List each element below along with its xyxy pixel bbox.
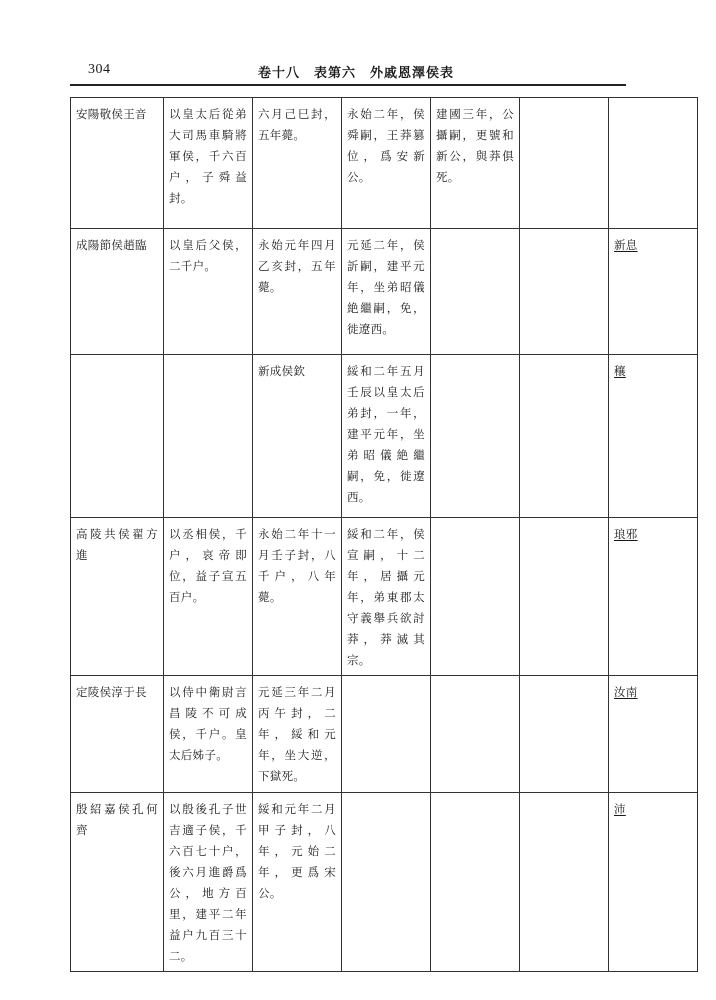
third-generation-cell: [431, 676, 520, 793]
fief-title-cell: 殷紹嘉侯孔何齊: [71, 793, 164, 972]
fief-title-cell: 定陵侯淳于長: [71, 676, 164, 793]
enfeoffment-reason-cell: 以侍中衛尉言昌陵不可成侯，千户。皇太后姊子。: [164, 676, 253, 793]
location-cell: 新息: [609, 229, 698, 355]
location-cell: [609, 98, 698, 229]
location-cell: 穰: [609, 355, 698, 518]
first-generation-cell: 永始二年十一月壬子封，八千户，八年薨。: [253, 518, 342, 676]
table-row: [71, 676, 698, 793]
third-generation-cell: [431, 355, 520, 518]
second-generation-cell: 綏和二年五月壬辰以皇太后弟封，一年，建平元年，坐弟昭儀絶繼嗣，免，徙遼西。: [342, 355, 431, 518]
first-generation-cell: 元延三年二月丙午封，二年，綏和元年，坐大逆，下獄死。: [253, 676, 342, 793]
enfeoffment-reason-cell: 以皇后父侯，二千户。: [164, 229, 253, 355]
later-generation-cell: [520, 793, 609, 972]
later-generation-cell: [520, 98, 609, 229]
page-number: 304: [88, 62, 111, 77]
second-generation-cell: 元延二年，侯訢嗣，建平元年，坐弟昭儀絶繼嗣，免，徙遼西。: [342, 229, 431, 355]
first-generation-cell: 永始元年四月乙亥封，五年薨。: [253, 229, 342, 355]
table-row: [71, 98, 698, 229]
third-generation-cell: [431, 518, 520, 676]
location-cell: 汝南: [609, 676, 698, 793]
second-generation-cell: [342, 676, 431, 793]
third-generation-cell: [431, 229, 520, 355]
running-head: 卷十八 表第六 外戚恩澤侯表: [258, 66, 455, 81]
first-generation-cell: 六月己巳封，五年薨。: [253, 98, 342, 229]
enfeoffment-reason-cell: [164, 355, 253, 518]
genealogy-table: [70, 97, 698, 972]
enfeoffment-reason-cell: 以丞相侯，千户，哀帝即位，益子宣五百户。: [164, 518, 253, 676]
fief-title-cell: 成陽節侯趙臨: [71, 229, 164, 355]
fief-title-cell: 高陵共侯翟方進: [71, 518, 164, 676]
later-generation-cell: [520, 676, 609, 793]
enfeoffment-reason-cell: 以殷後孔子世吉適子侯，千六百七十户，後六月進爵爲公，地方百里，建平二年益户九百三十二。: [164, 793, 253, 972]
enfeoffment-reason-cell: 以皇太后從弟大司馬車騎將軍侯，千六百户，子舜益封。: [164, 98, 253, 229]
third-generation-cell: 建國三年，公攝嗣，更號和新公，與莽俱死。: [431, 98, 520, 229]
second-generation-cell: [342, 793, 431, 972]
first-generation-cell: 綏和元年二月甲子封，八年，元始二年，更爲宋公。: [253, 793, 342, 972]
fief-title-cell: 安陽敬侯王音: [71, 98, 164, 229]
later-generation-cell: [520, 518, 609, 676]
later-generation-cell: [520, 355, 609, 518]
second-generation-cell: 永始二年，侯舜嗣，王莽篡位，爲安新公。: [342, 98, 431, 229]
third-generation-cell: [431, 793, 520, 972]
header-rule: [70, 84, 626, 86]
location-cell: 沛: [609, 793, 698, 972]
fief-title-cell: [71, 355, 164, 518]
table-row: [71, 518, 698, 676]
table-row: [71, 355, 698, 518]
first-generation-cell: 新成侯欽: [253, 355, 342, 518]
second-generation-cell: 綏和二年，侯宣嗣，十二年，居攝元年，弟東郡太守義舉兵欲討莽，莽滅其宗。: [342, 518, 431, 676]
location-cell: 琅邪: [609, 518, 698, 676]
table-row: [71, 229, 698, 355]
later-generation-cell: [520, 229, 609, 355]
table-row: [71, 793, 698, 972]
